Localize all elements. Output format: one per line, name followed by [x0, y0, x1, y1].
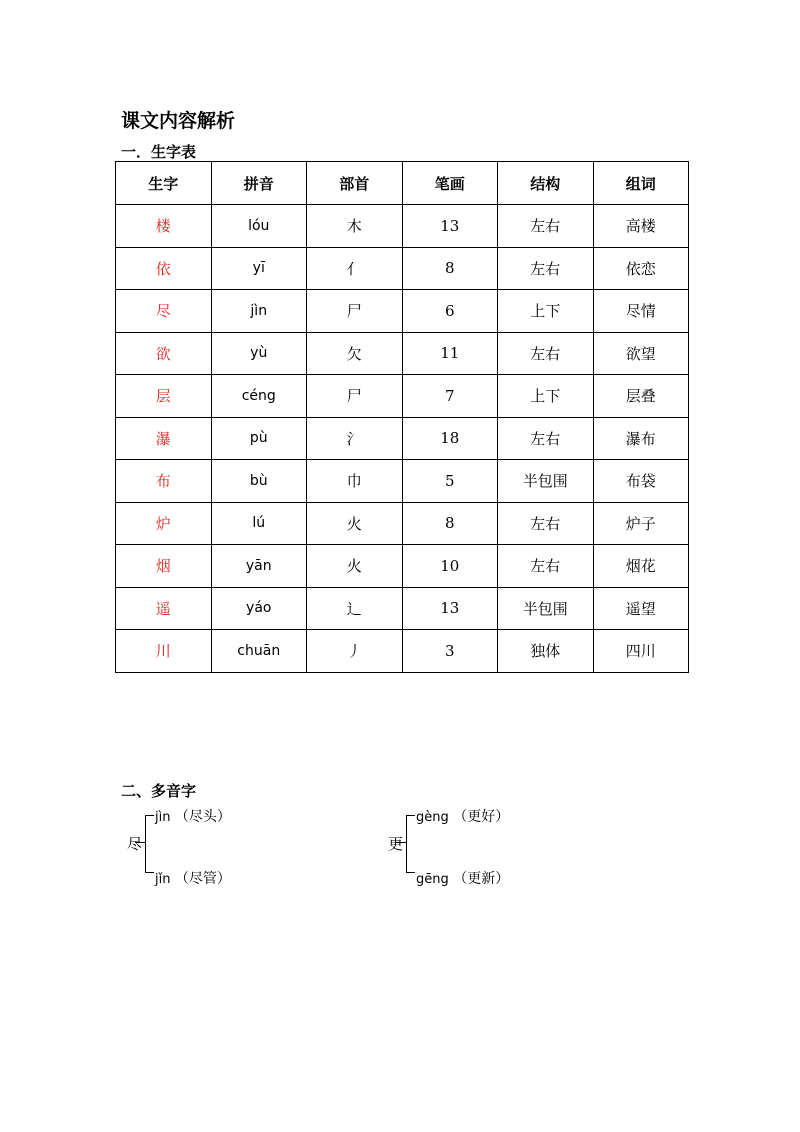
cell-strokes: 18	[402, 417, 498, 460]
cell-char: 布	[116, 460, 212, 503]
cell-structure: 左右	[498, 502, 594, 545]
column-header-radical: 部首	[307, 162, 403, 205]
cell-word: 依恋	[593, 247, 689, 290]
cell-radical: 尸	[307, 375, 403, 418]
cell-word: 瀑布	[593, 417, 689, 460]
cell-word: 烟花	[593, 545, 689, 588]
cell-strokes: 8	[402, 502, 498, 545]
brace	[145, 815, 154, 873]
reading-word: （尽管）	[174, 871, 231, 887]
section-heading-polyphones: 二、多音字	[121, 782, 197, 800]
table-row	[116, 630, 689, 673]
cell-strokes: 11	[402, 332, 498, 375]
cell-strokes: 10	[402, 545, 498, 588]
cell-structure: 上下	[498, 290, 594, 333]
reading-word: （尽头）	[174, 809, 231, 825]
column-header-structure: 结构	[498, 162, 594, 205]
cell-char: 炉	[116, 502, 212, 545]
polyphone-char: 尽	[127, 835, 143, 853]
cell-structure: 半包围	[498, 460, 594, 503]
reading-pinyin: jìn	[155, 810, 171, 825]
table-row	[116, 205, 689, 248]
cell-radical: 木	[307, 205, 403, 248]
cell-pinyin: céng	[211, 375, 307, 418]
cell-char: 瀑	[116, 417, 212, 460]
cell-word: 高楼	[593, 205, 689, 248]
cell-pinyin: yī	[211, 247, 307, 290]
cell-word: 炉子	[593, 502, 689, 545]
table-row	[116, 502, 689, 545]
brace	[406, 815, 415, 873]
polyphone-reading	[416, 806, 509, 826]
polyphone-char: 更	[388, 835, 404, 853]
cell-pinyin: lóu	[211, 205, 307, 248]
table-row	[116, 587, 689, 630]
brace-connector	[135, 842, 145, 843]
column-header-strokes: 笔画	[402, 162, 498, 205]
cell-word: 欲望	[593, 332, 689, 375]
cell-structure: 左右	[498, 417, 594, 460]
cell-word: 尽情	[593, 290, 689, 333]
cell-structure: 左右	[498, 205, 594, 248]
cell-strokes: 7	[402, 375, 498, 418]
vocab-table	[115, 161, 689, 673]
cell-word: 布袋	[593, 460, 689, 503]
cell-char: 川	[116, 630, 212, 673]
cell-pinyin: chuān	[211, 630, 307, 673]
cell-strokes: 13	[402, 587, 498, 630]
cell-pinyin: yáo	[211, 587, 307, 630]
cell-char: 欲	[116, 332, 212, 375]
cell-word: 四川	[593, 630, 689, 673]
brace-connector	[396, 842, 406, 843]
table-row	[116, 460, 689, 503]
cell-structure: 独体	[498, 630, 594, 673]
cell-pinyin: yù	[211, 332, 307, 375]
cell-strokes: 8	[402, 247, 498, 290]
cell-structure: 半包围	[498, 587, 594, 630]
table-row	[116, 375, 689, 418]
column-header-char: 生字	[116, 162, 212, 205]
polyphone-reading	[155, 806, 231, 826]
cell-pinyin: lú	[211, 502, 307, 545]
cell-pinyin: bù	[211, 460, 307, 503]
reading-pinyin: gèng	[416, 810, 449, 825]
cell-char: 遥	[116, 587, 212, 630]
cell-pinyin: jìn	[211, 290, 307, 333]
cell-radical: 欠	[307, 332, 403, 375]
cell-char: 依	[116, 247, 212, 290]
cell-char: 尽	[116, 290, 212, 333]
polyphone-reading	[155, 868, 231, 888]
cell-strokes: 6	[402, 290, 498, 333]
table-row	[116, 247, 689, 290]
cell-radical: 尸	[307, 290, 403, 333]
table-row	[116, 417, 689, 460]
cell-word: 遥望	[593, 587, 689, 630]
section-heading-vocab: 一．生字表	[121, 143, 197, 161]
cell-radical: 氵	[307, 417, 403, 460]
table-row	[116, 545, 689, 588]
reading-pinyin: gēng	[416, 872, 449, 887]
cell-char: 烟	[116, 545, 212, 588]
cell-pinyin: yān	[211, 545, 307, 588]
cell-strokes: 5	[402, 460, 498, 503]
cell-radical: 丿	[307, 630, 403, 673]
page-title: 课文内容解析	[121, 110, 236, 132]
cell-structure: 上下	[498, 375, 594, 418]
table-header-row	[116, 162, 689, 205]
reading-word: （更好）	[453, 809, 510, 825]
polyphone-reading	[416, 868, 509, 888]
cell-word: 层叠	[593, 375, 689, 418]
cell-radical: 火	[307, 502, 403, 545]
cell-radical: 辶	[307, 587, 403, 630]
cell-strokes: 13	[402, 205, 498, 248]
cell-structure: 左右	[498, 545, 594, 588]
cell-radical: 火	[307, 545, 403, 588]
reading-word: （更新）	[453, 871, 510, 887]
cell-pinyin: pù	[211, 417, 307, 460]
cell-char: 楼	[116, 205, 212, 248]
cell-radical: 亻	[307, 247, 403, 290]
cell-radical: 巾	[307, 460, 403, 503]
column-header-pinyin: 拼音	[211, 162, 307, 205]
table-row	[116, 290, 689, 333]
cell-structure: 左右	[498, 332, 594, 375]
column-header-word: 组词	[593, 162, 689, 205]
cell-char: 层	[116, 375, 212, 418]
table-row	[116, 332, 689, 375]
cell-strokes: 3	[402, 630, 498, 673]
cell-structure: 左右	[498, 247, 594, 290]
reading-pinyin: jǐn	[155, 872, 171, 887]
